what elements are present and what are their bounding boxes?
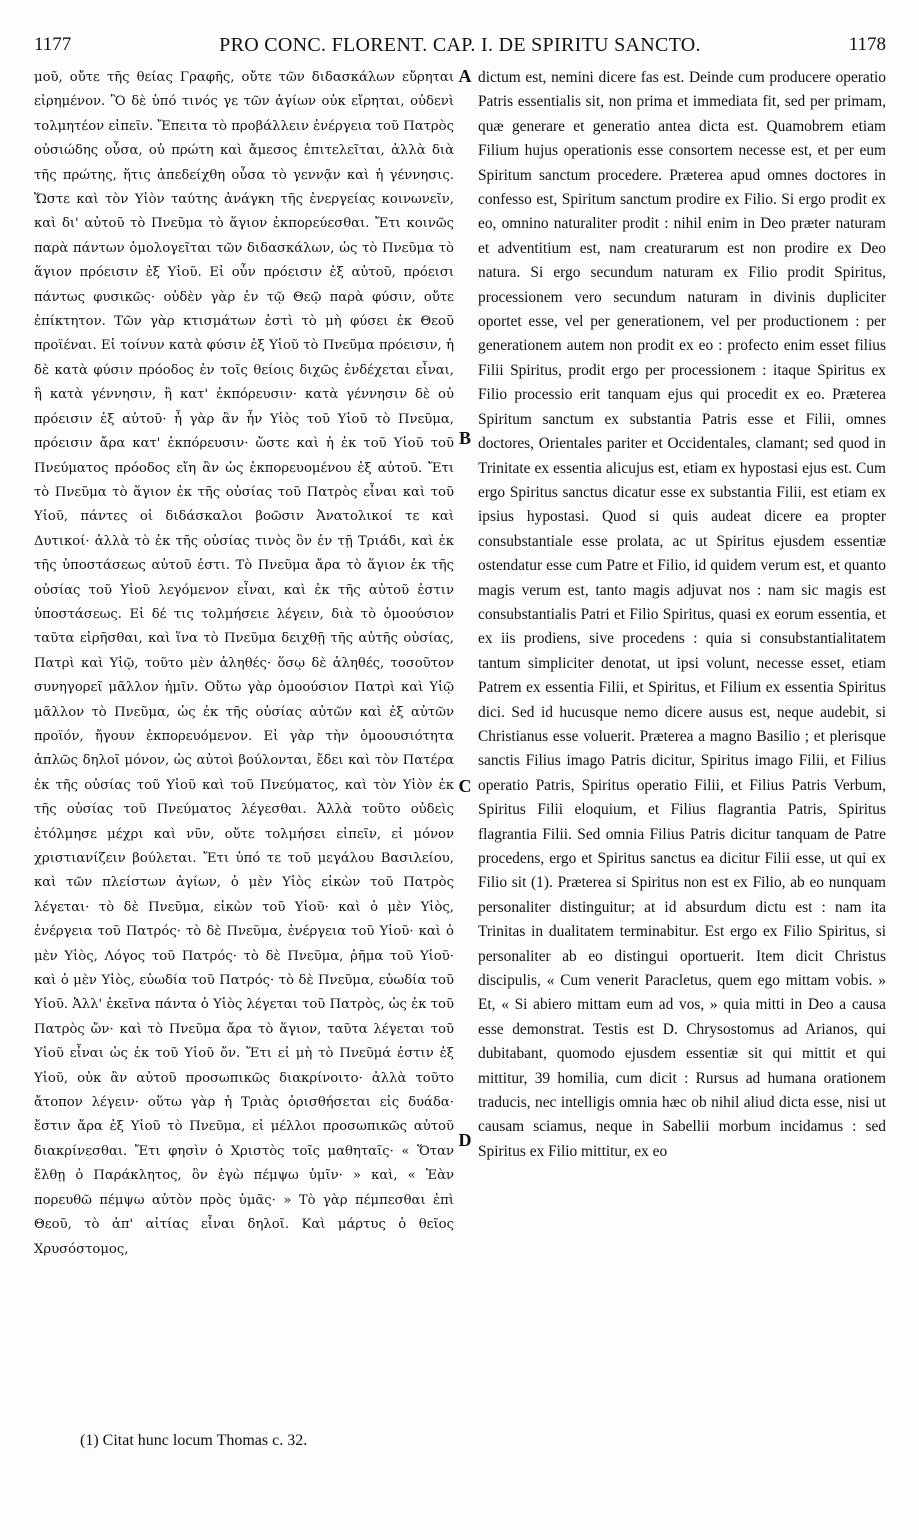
footnote: (1) Citat hunc locum Thomas c. 32. [80,1432,308,1449]
section-marker-a: A [458,66,472,86]
page-number-left: 1177 [34,34,72,55]
latin-column [478,66,886,1406]
greek-text: μοῦ, οὔτε τῆς θείας Γραφῆς, οὔτε τῶν διδασκάλων εὕρηται εἰρημένον. Ὃ δὲ ὑπό τινός γε τῶν ἁγίων οὐκ εἴρηται, οὐδενὶ τολμητέον εἰπεῖν. Ἔπειτα τὸ προβάλλειν ἐνέργεια τοῦ Πατρὸς οὐσιώδης οὖσα, οὐ πρώτη καὶ ἄμεσος ἐπιτελεῖται, ἀλλὰ διὰ τῆς πρώτης, ἥτις ἀπεδείχθη οὖσα τὸ γεννᾷν καὶ ἡ γέννησις. Ὥστε καὶ τὸν Υἱὸν ταύτης ἀνάγκη τῆς ἐνεργείας κοινωνεῖν, καὶ δι' αὐτοῦ τὸ Πνεῦμα τὸ ἅγιον ἐκπορεύεσθαι. Ἔτι κοινῶς παρὰ πάντων ὁμολογεῖται τῶν διδασκάλων, ὡς τὸ Πνεῦμα τὸ ἅγιον πρόεισιν ἐξ Υἱοῦ. Εἰ οὖν πρόεισιν ἐξ αὐτοῦ, πρόεισι πάντως φυσικῶς· οὐδὲν γὰρ ἐν τῷ Θεῷ παρὰ φύσιν, οὔτε ἐπίκτητον. Τῶν γὰρ κτισμάτων ἐστὶ τὸ μὴ φύσει ἐκ Θεοῦ προϊέναι. Εἰ τοίνυν κατὰ φύσιν ἐξ Υἱοῦ τὸ Πνεῦμα πρόεισιν, ἡ δὲ κατὰ φύσιν πρόοδος ἐν τοῖς θείοις διχῶς ἐνδέχεται εἶναι, ἢ κατὰ γέννησιν, ἢ κατ' ἐκπόρευσιν· κατὰ γέννησιν δὲ οὐ πρόεισιν ἐξ αὐτοῦ· ἦ γὰρ ἂν ἦν Υἱὸς τοῦ Υἱοῦ τὸ Πνεῦμα, πρόεισιν ἄρα κατ' ἐκπόρευσιν· ὥστε καὶ ἡ ἐκ τοῦ Υἱοῦ τοῦ Πνεύματος πρόοδος εἴη ἂν ὡς ἐκπορευομένου ἐξ αὐτοῦ. Ἔτι τὸ Πνεῦμα τὸ ἅγιον ἐκ τῆς οὐσίας τοῦ Πατρὸς εἶναι καὶ τοῦ Υἱοῦ, πάντες οἱ διδάσκαλοι βοῶσιν Ἀνατολικοί τε καὶ Δυτικοί· ἀλλὰ τὸ ἐκ τῆς οὐσίας τινὸς ὂν ἐν τῇ Τριάδι, καὶ ἐκ τῆς ὑποστάσεως αὐτοῦ ἐστι. Τὸ Πνεῦμα ἄρα τὸ ἅγιον ἐκ τῆς οὐσίας τοῦ Υἱοῦ λεγόμενον εἶναι, καὶ ἐκ τῆς αὐτοῦ ἐστιν ὑποστάσεως. Εἰ δέ τις τολμήσειε λέγειν, διὰ τὸ ὁμοούσιον ταῦτα εἰρῆσθαι, καὶ ἵνα τὸ Πνεῦμα δειχθῇ τῆς αὐτῆς οὐσίας, Πατρὶ καὶ Υἱῷ, τοῦτο μὲν ἀληθές· ὅσῳ δὲ ἀληθές, τοσοῦτον συνηγορεῖ μᾶλλον ἡμῖν. Οὕτω γὰρ ὁμοούσιον Πατρὶ καὶ Υἱῷ μᾶλλον τὸ Πνεῦμα, ὡς ἐκ τῆς οὐσίας αὐτῶν καὶ ἐξ αὐτῶν προϊόν, ἤγουν ἐκπορευόμενον. Εἰ γὰρ τὴν ὁμοουσιότητα ἁπλῶς δηλοῖ μόνον, ὡς αὐτοὶ βούλονται, ἔδει καὶ τὸν Πατέρα ἐκ τῆς οὐσίας τοῦ Υἱοῦ καὶ τοῦ Πνεύματος, καὶ τὸν Υἱὸν ἐκ τῆς οὐσίας τοῦ Πνεύματος λέγεσθαι. Ἀλλὰ τοῦτο οὐδεὶς ἐτόλμησε μέχρι καὶ νῦν, οὔτε τολμήσει εἰπεῖν, εἰ μόνον χριστιανίζειν βούλεται. Ἔτι ὑπό τε τοῦ μεγάλου Βασιλείου, καὶ τῶν πλείστων ἁγίων, ὁ μὲν Υἱὸς εἰκὼν τοῦ Πατρὸς λέγεται· τὸ δὲ Πνεῦμα, εἰκὼν τοῦ Υἱοῦ· καὶ ὁ μὲν Υἱὸς, ἐνέργεια τοῦ Πατρός· τὸ δὲ Πνεῦμα, ἐνέργεια τοῦ Υἱοῦ· καὶ ὁ μὲν Υἱὸς, Λόγος τοῦ Πατρός· τὸ δὲ Πνεῦμα, ῥῆμα τοῦ Υἱοῦ· καὶ ὁ μὲν Υἱὸς, εὐωδία τοῦ Πατρός· τὸ δὲ Πνεῦμα, εὐωδία τοῦ Υἱοῦ. Ἀλλ' ἐκεῖνα πάντα ὁ Υἱὸς λέγεται τοῦ Πατρὸς, ὡς ἐκ τοῦ Πατρὸς ὤν· καὶ τὸ Πνεῦμα ἄρα τὸ ἅγιον, ταῦτα λέγεται τοῦ Υἱοῦ εἶναι ὡς ἐκ τοῦ Υἱοῦ ὄν. Ἔτι εἰ μὴ τὸ Πνεῦμά ἐστιν ἐξ Υἱοῦ, οὐκ ἂν αὐτοῦ προσωπικῶς διακρίνοιτο· ἀλλὰ τοῦτο ἄτοπον λέγειν· οὕτω γὰρ ἡ Τριὰς ὁρισθήσεται εἰς δυάδα· ἔστιν ἄρα ἐξ Υἱοῦ τὸ Πνεῦμα, εἰ μέλλοι προσωπικῶς αὐτοῦ διακρίνεσθαι. Ἔτι φησὶν ὁ Χριστὸς τοῖς μαθηταῖς· « Ὅταν ἔλθῃ ὁ Παράκλητος, ὃν ἐγὼ πέμψω ὑμῖν· » καὶ, « Ἐὰν πορευθῶ πέμψω αὐτὸν πρὸς ὑμᾶς· » Τὸ γὰρ πέμπεσθαι ἐπὶ Θεοῦ, τὸ ἀπ' αἰτίας εἶναι δηλοῖ. Καὶ μάρτυς ὁ θεῖος Χρυσόστομος, [34,70,454,1257]
page-header [34,34,886,64]
latin-text: dictum est, nemini dicere fas est. Deinde cum producere operatio Patris essentialis sit, non prima et immediata fit, sed per primam, quæ generare et generatio antea dicta est. Quamobrem etiam Filium hujus operationis esse consortem necesse est, et per eum Spiritum sanctum procedere. Præterea apud omnes doctores in confesso est, Spiritum sanctum prodire ex Filio. Si ergo prodit ex eo, omnino naturaliter prodit : nihil enim in Deo præter naturam et adventitium est, nam creaturarum est non prodire ex Deo natura. Si ergo secundum naturam ex Filio prodit Spiritus, processionem vero secundum naturam in divinis dupliciter oportet esse, vel per generationem, vel per productionem : per generationem autem non prodit ex eo : profecto enim esset filius Filii Spiritus, prodit ergo per processionem : itaque Spiritus ex Filio processio erit tanquam ejus qui procedit ex eo. Præterea Spiritum sanctum ex substantia Patris esse et Filii, omnes doctores, Orientales pariter et Occidentales, clamant; sed quod in Trinitate ex essentia alicujus est, etiam ex hypostasi ejus est. Cum ergo Spiritus sanctus dicatur esse ex substantia Filii, est etiam ex ipsius hypostasi. Quod si quis audeat dicere ea propter consubstantiale esse prolata, ac ut Spiritus ejusdem essentiæ ostendatur esse cum Patre et Filio, id quidem verum est, et quanto magis verum est, tanto magis adjuvat nos : nam sic magis est consubstantialis Patri et Filio Spiritus, quasi ex eorum essentia, et ex iis prodiens, sive procedens : quia si consubstantialitatem tantum simpliciter denotat, ut ipsi volunt, necesse esset, etiam Patrem ex essentia Filii, et Spiritus, et Filium ex essentia Spiritus dici. Sed id hucusque nemo dicere ausus est, neque audebit, si Christianus esse voluerit. Præterea a magno Basilio ; et plerisque sanctis Filius imago Patris dicitur, Spiritus imago Filii, et Filius operatio Patris, Spiritus operatio Filii, et Filius Patris Verbum, Spiritus Filii eloquium, et Filius flagrantia Patris, Spiritus flagrantia Filii. Sed omnia Filius Patris dicitur tanquam de Patre procedens, ergo et Spiritus sanctus ea dicitur Filii esse, ut qui ex Filio sit (1). Præterea si Spiritus non est ex Filio, ab eo nunquam personaliter distinguitur; at id absurdum dictu est : nam ita Trinitas in dualitatem terminabitur. Est ergo ex Filio Spiritus, si personaliter ab eo distingui oportuerit. Item dicit Christus discipulis, « Cum venerit Paracletus, quem ego mittam vobis. » Et, « Si abiero mittam eum ad vos, » quia mitti in Deo a causa esse demonstrat. Testis est D. Chrysostomus ad Arianos, qui dubitabant, quomodo ejusdem essentiæ sit qui mittit et qui mittitur, 39 homilia, cum dicit : Rursus ad humana orationem traducis, nec intelligis omnia hæc ob nihil aliud dicta esse, nisi ut causam sciamus, neque in Sabellii morbum incidamus : sed Spiritus ex Filio mittitur, ex eo [478,69,886,1160]
running-title: PRO CONC. FLORENT. CAP. I. DE SPIRITU SANCTO. [219,34,701,56]
page-number-right: 1178 [848,34,886,55]
section-marker-d: D [458,1130,472,1150]
section-marker-b: B [458,428,471,448]
section-marker-c: C [458,776,472,796]
greek-column [34,66,454,1406]
